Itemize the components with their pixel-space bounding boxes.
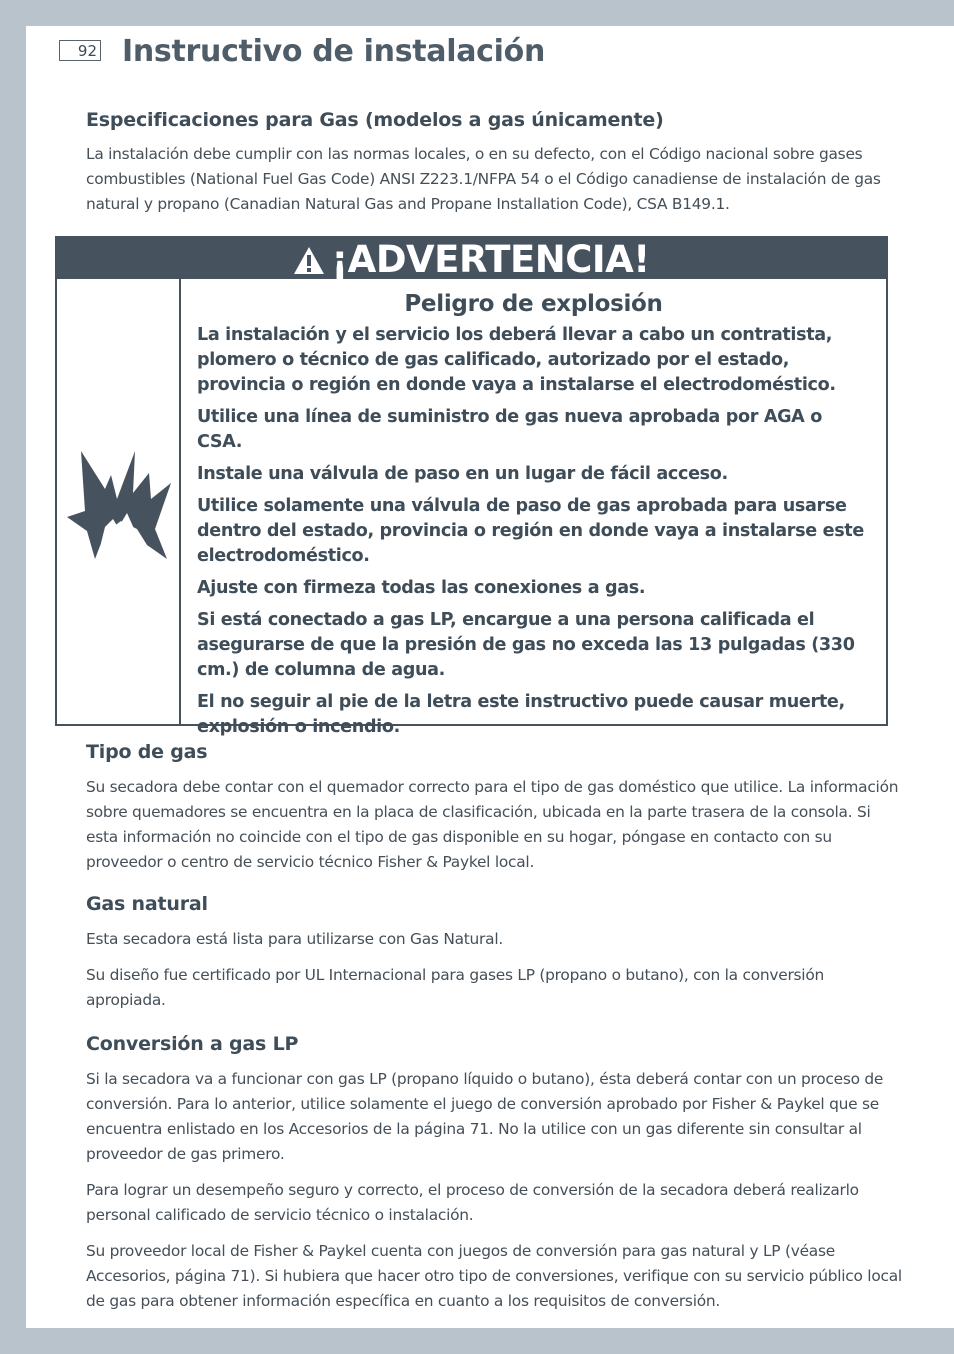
lp-conversion-paragraph: Si la secadora va a funcionar con gas LP (propano líquido o butano), ésta deberá contar con un proceso de conversión. Para lo anterior, utilice solamente el juego de conversión aprobado por Fisher & Paykel que se encuentra enlistado en los Accesorios de la página 71. No la utilice con un gas diferente sin consultar al proveedor de gas primero.	[86, 1070, 884, 1163]
warning-item: Instale una válvula de paso en un lugar de fácil acceso.	[197, 464, 728, 484]
warning-box	[55, 236, 888, 737]
warning-content	[197, 279, 870, 747]
natural-gas-paragraph: Su diseño fue certificado por UL Internacional para gases LP (propano o butano), con la conversión apropiada.	[86, 966, 824, 1009]
lp-conversion-heading: Conversión a gas LP	[86, 1033, 299, 1055]
explosion-icon	[65, 449, 173, 561]
gas-specs-section	[86, 109, 906, 217]
warning-icon-panel	[57, 279, 181, 724]
warning-title: ¡ADVERTENCIA!	[331, 238, 650, 281]
manual-page	[26, 26, 954, 1328]
warning-item: Si está conectado a gas LP, encargue a una persona calificada el asegurarse de que la presión de gas no exceda las 13 pulgadas (330 cm.) de columna de agua.	[197, 610, 855, 680]
gas-type-heading: Tipo de gas	[86, 741, 208, 763]
warning-triangle-icon	[293, 246, 325, 275]
warning-item: Utilice solamente una válvula de paso de gas aprobada para usarse dentro del estado, provincia o región en donde vaya a instalarse este electrodoméstico.	[197, 496, 864, 566]
lp-conversion-paragraph: Para lograr un desempeño seguro y correcto, el proceso de conversión de la secadora deberá realizarlo personal calificado de servicio técnico o instalación.	[86, 1181, 859, 1224]
natural-gas-section	[86, 893, 906, 1013]
page-title: Instructivo de instalación	[122, 34, 545, 69]
warning-item: Ajuste con firmeza todas las conexiones a gas.	[197, 578, 646, 598]
gas-specs-heading: Especificaciones para Gas (modelos a gas únicamente)	[86, 109, 664, 131]
gas-type-section	[86, 741, 906, 875]
natural-gas-paragraph: Esta secadora está lista para utilizarse con Gas Natural.	[86, 930, 503, 948]
lp-conversion-paragraph: Su proveedor local de Fisher & Paykel cuenta con juegos de conversión para gas natural y LP (véase Accesorios, página 71). Si hubiera que hacer otro tipo de conversiones, verifique con su servicio público local de gas para obtener información específica en cuanto a los requisitos de conversión.	[86, 1242, 902, 1310]
warning-subtitle: Peligro de explosión	[404, 291, 663, 317]
page-number: 92	[59, 40, 101, 61]
warning-item: La instalación y el servicio los deberá llevar a cabo un contratista, plomero o técnico de gas calificado, autorizado por el estado, provincia o región en donde vaya a instalarse el electrodoméstico.	[197, 325, 836, 395]
gas-specs-text: La instalación debe cumplir con las normas locales, o en su defecto, con el Código nacional sobre gases combustibles (National Fuel Gas Code) ANSI Z223.1/NFPA 54 o el Código canadiense de instalación de gas natural y propano (Canadian Natural Gas and Propane Installation Code), CSA B149.1.	[86, 145, 881, 213]
warning-item: Utilice una línea de suministro de gas nueva aprobada por AGA o CSA.	[197, 407, 822, 452]
warning-header	[57, 238, 886, 279]
warning-item: El no seguir al pie de la letra este instructivo puede causar muerte, explosión o incendio.	[197, 692, 845, 737]
gas-type-text: Su secadora debe contar con el quemador correcto para el tipo de gas doméstico que utilice. La información sobre quemadores se encuentra en la placa de clasificación, ubicada en la parte trasera de la consola. Si esta información no coincide con el tipo de gas disponible en su hogar, póngase en contacto con su proveedor o centro de servicio técnico Fisher & Paykel local.	[86, 778, 899, 871]
natural-gas-heading: Gas natural	[86, 893, 208, 915]
lp-conversion-section	[86, 1033, 906, 1314]
